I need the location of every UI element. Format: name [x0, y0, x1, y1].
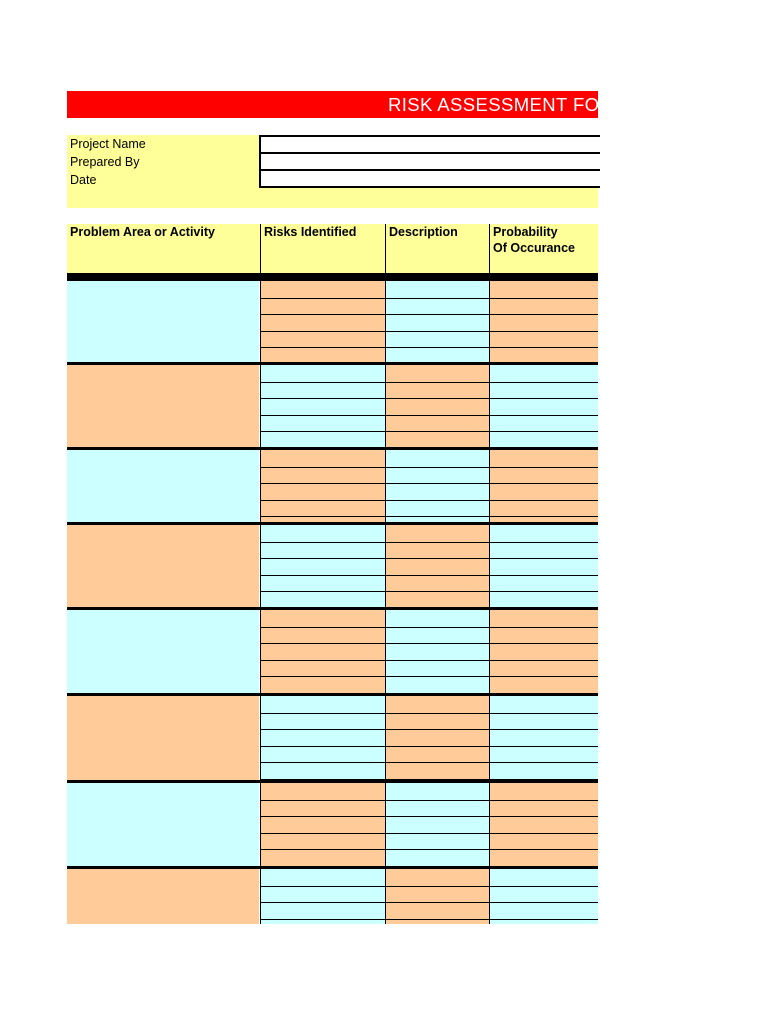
- row-line: [490, 886, 598, 887]
- row-line: [490, 483, 598, 484]
- row-line: [261, 833, 385, 834]
- header-probability: [489, 224, 598, 274]
- row-line: [490, 467, 598, 468]
- risk-group: [67, 278, 598, 365]
- row-line: [490, 314, 598, 315]
- row-line: [490, 762, 598, 763]
- row-line: [386, 676, 489, 677]
- row-line: [261, 298, 385, 299]
- row-line: [386, 886, 489, 887]
- risk-group: [67, 447, 598, 524]
- row-line: [490, 591, 598, 592]
- risks-identified-column[interactable]: [260, 450, 385, 524]
- row-line: [386, 415, 489, 416]
- row-line: [261, 660, 385, 661]
- row-line: [386, 575, 489, 576]
- row-line: [386, 833, 489, 834]
- row-line: [261, 382, 385, 383]
- risks-identified-column[interactable]: [260, 365, 385, 449]
- row-line: [490, 902, 598, 903]
- row-line: [386, 314, 489, 315]
- row-line: [490, 542, 598, 543]
- probability-column[interactable]: [489, 696, 598, 780]
- risks-identified-column[interactable]: [260, 610, 385, 694]
- row-line: [490, 800, 598, 801]
- probability-column[interactable]: [489, 610, 598, 694]
- header-problem-area: [67, 224, 260, 274]
- row-line: [490, 298, 598, 299]
- row-line: [261, 729, 385, 730]
- row-line: [490, 500, 598, 501]
- row-line: [386, 762, 489, 763]
- row-line: [490, 347, 598, 348]
- row-line: [261, 467, 385, 468]
- date-field[interactable]: [259, 169, 600, 188]
- risk-group: [67, 693, 598, 780]
- row-line: [261, 398, 385, 399]
- description-column[interactable]: [385, 365, 489, 449]
- problem-area-cell[interactable]: [67, 783, 259, 867]
- problem-area-cell[interactable]: [67, 869, 259, 924]
- header-description: [385, 224, 489, 274]
- description-column[interactable]: [385, 450, 489, 524]
- row-line: [261, 591, 385, 592]
- row-line: [386, 467, 489, 468]
- risk-group: [67, 522, 598, 609]
- row-line: [386, 591, 489, 592]
- row-line: [490, 575, 598, 576]
- row-line: [386, 331, 489, 332]
- risk-group: [67, 866, 598, 924]
- row-line: [386, 643, 489, 644]
- row-line: [261, 500, 385, 501]
- date-label: Date: [70, 173, 97, 187]
- row-line: [490, 713, 598, 714]
- row-line: [490, 849, 598, 850]
- row-line: [386, 746, 489, 747]
- row-line: [261, 713, 385, 714]
- header-risks-identified-text: Risks Identified: [264, 225, 357, 239]
- row-line: [261, 542, 385, 543]
- risks-identified-column[interactable]: [260, 281, 385, 365]
- risk-group: [67, 780, 598, 867]
- description-column[interactable]: [385, 869, 489, 924]
- prepared-by-label: Prepared By: [70, 155, 140, 169]
- row-line: [490, 558, 598, 559]
- row-line: [261, 431, 385, 432]
- row-line: [261, 800, 385, 801]
- probability-column[interactable]: [489, 525, 598, 609]
- description-column[interactable]: [385, 610, 489, 694]
- row-line: [490, 398, 598, 399]
- row-line: [261, 415, 385, 416]
- row-line: [386, 483, 489, 484]
- header-description-text: Description: [389, 225, 458, 239]
- row-line: [261, 919, 385, 920]
- row-line: [261, 746, 385, 747]
- description-column[interactable]: [385, 525, 489, 609]
- row-line: [490, 729, 598, 730]
- project-name-label: Project Name: [70, 137, 146, 151]
- risks-identified-column[interactable]: [260, 869, 385, 924]
- row-line: [261, 331, 385, 332]
- probability-column[interactable]: [489, 869, 598, 924]
- risk-group: [67, 362, 598, 449]
- risks-identified-column[interactable]: [260, 696, 385, 780]
- row-line: [490, 643, 598, 644]
- row-line: [386, 298, 489, 299]
- row-line: [261, 849, 385, 850]
- risks-identified-column[interactable]: [260, 783, 385, 867]
- row-line: [386, 558, 489, 559]
- probability-column[interactable]: [489, 365, 598, 449]
- row-line: [261, 627, 385, 628]
- row-line: [261, 314, 385, 315]
- header-problem-area-text: Problem Area or Activity: [70, 225, 215, 239]
- row-line: [490, 816, 598, 817]
- row-line: [490, 415, 598, 416]
- row-line: [261, 902, 385, 903]
- row-line: [386, 627, 489, 628]
- row-line: [386, 347, 489, 348]
- row-line: [386, 902, 489, 903]
- row-line: [261, 516, 385, 517]
- probability-column[interactable]: [489, 783, 598, 867]
- row-line: [490, 746, 598, 747]
- row-line: [386, 849, 489, 850]
- row-line: [386, 919, 489, 920]
- description-column[interactable]: [385, 783, 489, 867]
- risks-identified-column[interactable]: [260, 525, 385, 609]
- row-line: [490, 627, 598, 628]
- problem-area-cell[interactable]: [67, 281, 259, 365]
- row-line: [261, 816, 385, 817]
- row-line: [261, 676, 385, 677]
- title-bar: [67, 91, 630, 118]
- row-line: [386, 713, 489, 714]
- row-line: [386, 398, 489, 399]
- header-probability-line1: Probability: [493, 225, 558, 239]
- header-risks-identified: [260, 224, 385, 274]
- row-line: [490, 660, 598, 661]
- row-line: [386, 382, 489, 383]
- problem-area-cell[interactable]: [67, 365, 259, 449]
- row-line: [386, 800, 489, 801]
- row-line: [490, 382, 598, 383]
- row-line: [261, 347, 385, 348]
- row-line: [261, 762, 385, 763]
- row-line: [490, 676, 598, 677]
- row-line: [261, 643, 385, 644]
- row-line: [490, 431, 598, 432]
- row-line: [386, 542, 489, 543]
- row-line: [386, 729, 489, 730]
- row-line: [261, 558, 385, 559]
- header-probability-line2: Of Occurance: [493, 241, 575, 255]
- probability-column[interactable]: [489, 450, 598, 524]
- page-title: RISK ASSESSMENT FORM: [388, 94, 630, 115]
- row-line: [261, 886, 385, 887]
- row-line: [386, 816, 489, 817]
- row-line: [261, 575, 385, 576]
- problem-area-cell[interactable]: [67, 525, 259, 609]
- problem-area-cell[interactable]: [67, 696, 259, 780]
- row-line: [386, 500, 489, 501]
- description-column[interactable]: [385, 696, 489, 780]
- table-header: [67, 224, 598, 274]
- row-line: [490, 331, 598, 332]
- problem-area-cell[interactable]: [67, 610, 259, 694]
- risk-group: [67, 607, 598, 694]
- probability-column[interactable]: [489, 281, 598, 365]
- row-line: [490, 919, 598, 920]
- row-line: [490, 516, 598, 517]
- row-line: [261, 483, 385, 484]
- problem-area-cell[interactable]: [67, 450, 259, 524]
- row-line: [386, 660, 489, 661]
- description-column[interactable]: [385, 281, 489, 365]
- row-line: [386, 431, 489, 432]
- row-line: [386, 516, 489, 517]
- row-line: [490, 833, 598, 834]
- project-info-block: [67, 135, 598, 208]
